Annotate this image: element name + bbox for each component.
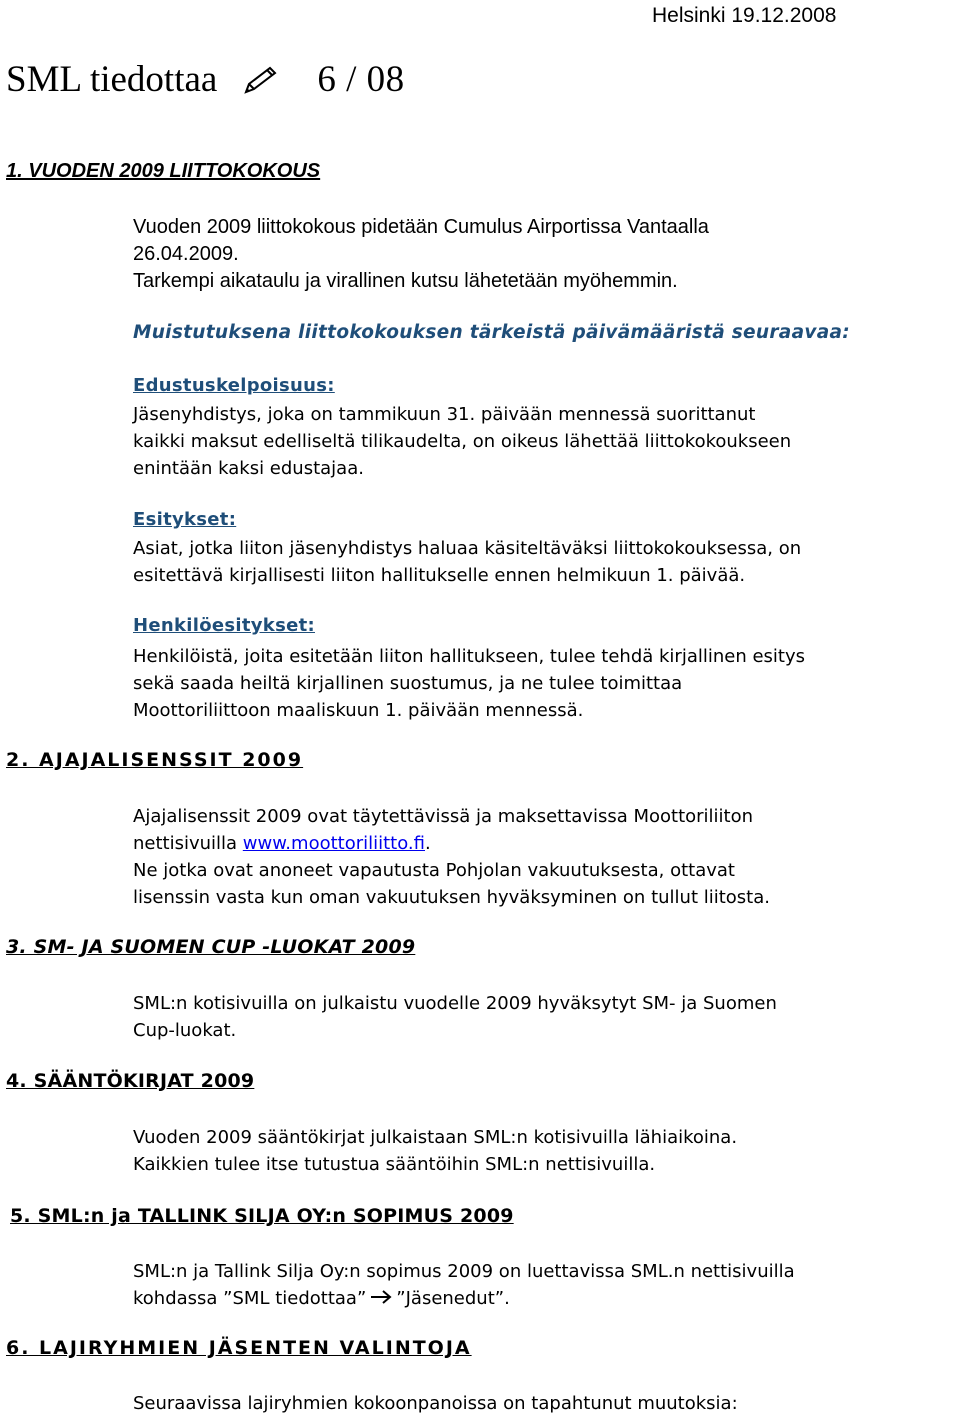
section-5-title: 5. SML:n ja TALLINK SILJA OY:n SOPIMUS 2009: [10, 1205, 514, 1227]
text-line: nettisivuilla www.moottoriliitto.fi.: [133, 833, 431, 854]
text-line: SML:n ja Tallink Silja Oy:n sopimus 2009 on luettavissa SML.n nettisivuilla: [133, 1261, 795, 1282]
text-line: sekä saada heiltä kirjallinen suostumus, ja ne tulee toimittaa: [133, 673, 683, 694]
section-4-body: [133, 1124, 958, 1178]
arrow-right-icon: [370, 1285, 392, 1299]
pencil-icon: [243, 62, 279, 92]
section-5-body: [133, 1258, 958, 1312]
text-line: 26.04.2009.: [133, 243, 239, 265]
text-line: Ne jotka ovat anoneet vapautusta Pohjolan vakuutuksesta, ottavat: [133, 860, 735, 881]
text-line: enintään kaksi edustajaa.: [133, 458, 364, 479]
text-line: kohdassa ”SML tiedottaa” ”Jäsenedut”.: [133, 1285, 958, 1312]
henkilo-body: [133, 643, 958, 724]
section-1-intro: [133, 214, 933, 295]
section-4-title: 4. SÄÄNTÖKIRJAT 2009: [6, 1070, 255, 1092]
reminder-heading: Muistutuksena liittokokouksen tärkeistä päivämääristä seuraavaa:: [133, 322, 850, 343]
section-3-title: 3. SM- JA SUOMEN CUP -LUOKAT 2009: [6, 936, 416, 958]
edustus-body: [133, 401, 958, 482]
text-line: lisenssin vasta kun oman vakuutuksen hyväksyminen on tullut liitosta.: [133, 887, 770, 908]
esitykset-heading: Esitykset:: [133, 509, 237, 530]
text-line: Cup-luokat.: [133, 1020, 237, 1041]
moottoriliitto-link[interactable]: www.moottoriliitto.fi: [242, 833, 425, 854]
text-line: kaikki maksut edelliseltä tilikaudelta, on oikeus lähettää liittokokoukseen: [133, 431, 792, 452]
section-6-body: [133, 1390, 958, 1417]
text-line: Tarkempi aikataulu ja virallinen kutsu lähetetään myöhemmin.: [133, 270, 678, 292]
section-2-title: 2. AJAJALISENSSIT 2009: [6, 749, 304, 771]
section-3-body: [133, 990, 958, 1044]
section-2-body: [133, 803, 958, 911]
text-line: Jäsenyhdistys, joka on tammikuun 31. päivään mennessä suorittanut: [133, 404, 756, 425]
henkilo-heading: Henkilöesitykset:: [133, 615, 315, 636]
document-title: [6, 58, 405, 101]
esitykset-body: [133, 535, 958, 589]
section-1-title: 1. VUODEN 2009 LIITTOKOKOUS: [6, 160, 321, 182]
text-line: Seuraavissa lajiryhmien kokoonpanoissa on tapahtunut muutoksia:: [133, 1393, 738, 1414]
issue-number: 6 / 08: [317, 59, 405, 100]
edustus-heading: Edustuskelpoisuus:: [133, 375, 335, 396]
text-line: Ajajalisenssit 2009 ovat täytettävissä ja maksettavissa Moottoriliiton: [133, 806, 754, 827]
text-line: SML:n kotisivuilla on julkaistu vuodelle 2009 hyväksytyt SM- ja Suomen: [133, 993, 777, 1014]
text-line: Moottoriliittoon maaliskuun 1. päivään mennessä.: [133, 700, 584, 721]
title-text: SML tiedottaa: [6, 59, 218, 100]
text-line: Vuoden 2009 liittokokous pidetään Cumulus Airportissa Vantaalla: [133, 216, 709, 238]
text-line: Asiat, jotka liiton jäsenyhdistys haluaa käsiteltäväksi liittokokouksessa, on: [133, 538, 802, 559]
document-date: Helsinki 19.12.2008: [652, 4, 837, 27]
text-line: esitettävä kirjallisesti liiton hallitukselle ennen helmikuun 1. päivää.: [133, 565, 746, 586]
text-line: Kaikkien tulee itse tutustua sääntöihin SML:n nettisivuilla.: [133, 1154, 656, 1175]
text-line: Henkilöistä, joita esitetään liiton hallitukseen, tulee tehdä kirjallinen esitys: [133, 646, 806, 667]
text-line: Vuoden 2009 sääntökirjat julkaistaan SML:n kotisivuilla lähiaikoina.: [133, 1127, 738, 1148]
section-6-title: 6. LAJIRYHMIEN JÄSENTEN VALINTOJA: [6, 1337, 472, 1359]
